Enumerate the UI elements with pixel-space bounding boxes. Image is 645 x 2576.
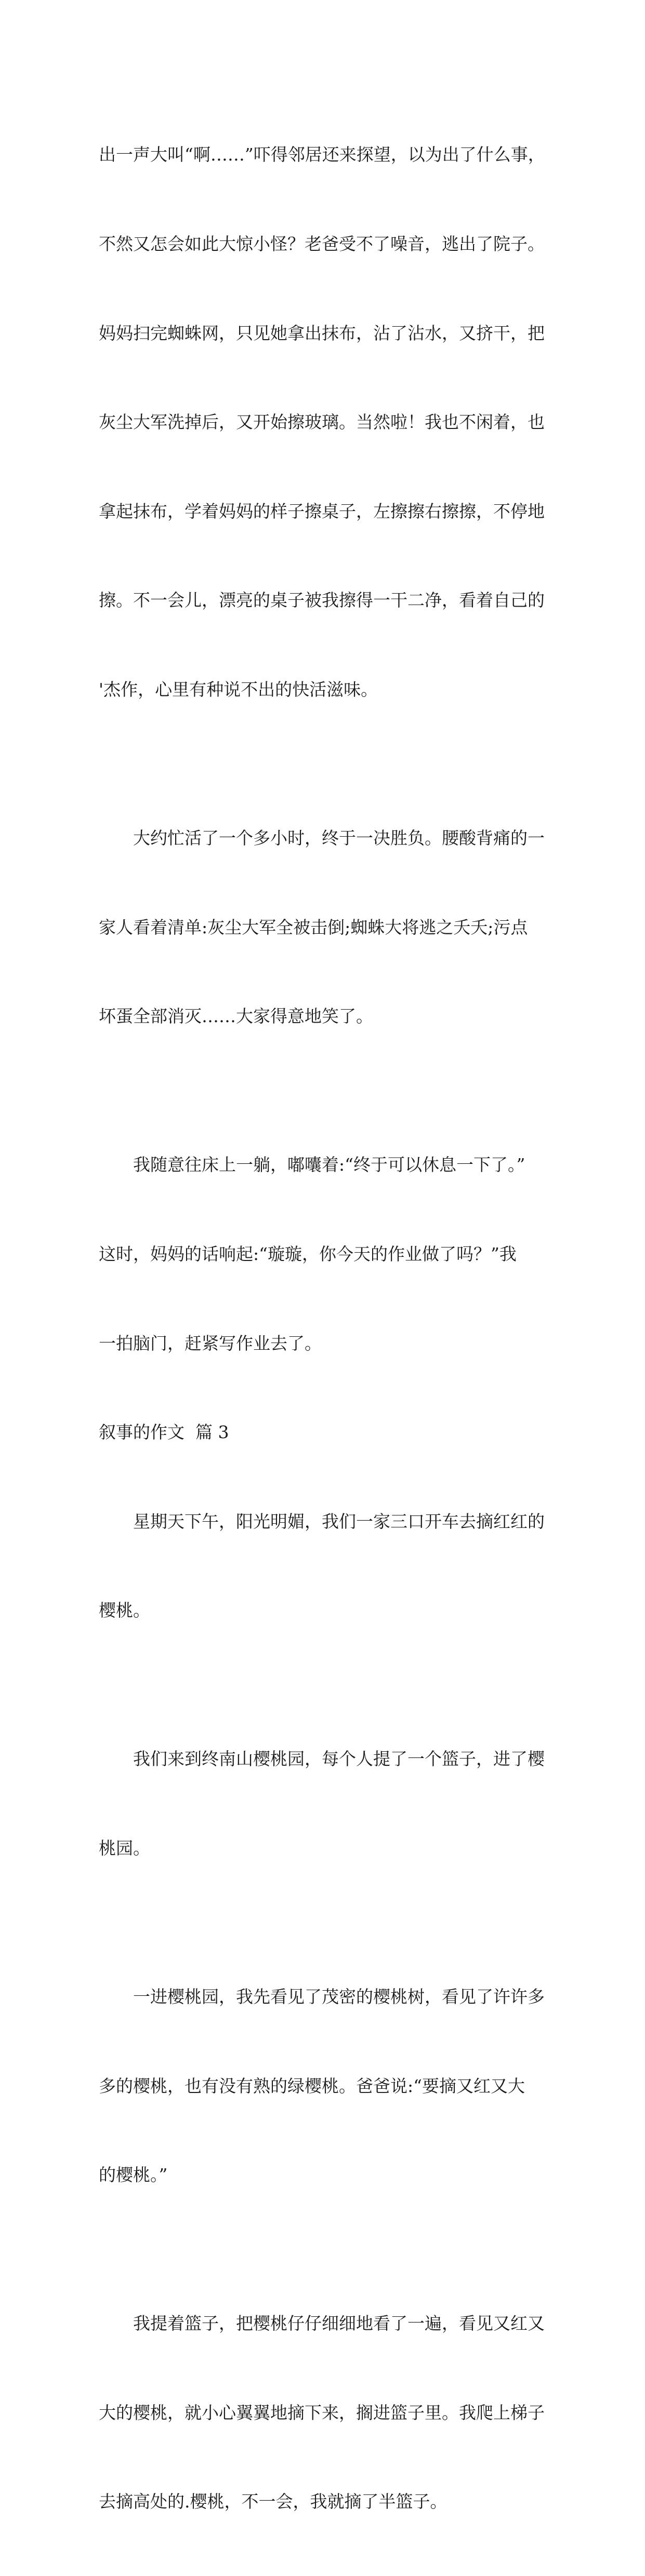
paragraph-2 <box>99 764 567 1091</box>
paragraph-4 <box>99 1447 567 1685</box>
text-line: 的樱桃。” <box>99 2165 168 2185</box>
text-line: 大的樱桃，就小心翼翼地摘下来，搁进篮子里。我爬上梯子 <box>99 2402 545 2423</box>
text-line: 一拍脑门，赶紧写作业去了。 <box>99 1333 322 1353</box>
text-line: 多的樱桃，也有没有熟的绿樱桃。爸爸说:“要摘又红又大 <box>99 2075 525 2096</box>
document-body <box>99 81 567 2576</box>
text-line: 这时，妈妈的话响起:“璇璇，你今天的作业做了吗？”我 <box>99 1243 517 1264</box>
paragraph-5 <box>99 1685 567 1923</box>
text-line: 不然又怎会如此大惊小怪？老爸受不了噪音，逃出了院子。 <box>99 234 545 254</box>
text-line: 大约忙活了一个多小时，终于一决胜负。腰酸背痛的一 <box>133 828 545 849</box>
text-line: 拿起抹布，学着妈妈的样子擦桌子，左擦擦右擦擦，不停地 <box>99 501 545 521</box>
text-line: 灰尘大军洗掉后，又开始擦玻璃。当然啦！我也不闲着，也 <box>99 412 545 433</box>
heading-text: 叙事的作文 篇 3 <box>99 1422 229 1443</box>
text-line: 一进樱桃园，我先看见了茂密的樱桃树，看见了许许多 <box>133 1987 545 2007</box>
text-line: 出一声大叫“啊……”吓得邻居还来探望，以为出了什么事， <box>99 144 545 165</box>
text-line: 我提着篮子，把樱桃仔仔细细地看了一遍，看见又红又 <box>133 2313 545 2334</box>
text-line: '杰作，心里有种说不出的快活滋味。 <box>99 679 378 700</box>
text-line: 家人看着清单:灰尘大军全被击倒;蜘蛛大将逃之夭夭;污点 <box>99 917 528 937</box>
paragraph-1 <box>99 81 567 764</box>
text-line: 擦。不一会儿，漂亮的桌子被我擦得一干二净，看着自己的 <box>99 590 545 611</box>
paragraph-6 <box>99 1923 567 2249</box>
text-line: 坏蛋全部消灭……大家得意地笑了。 <box>99 1006 373 1027</box>
paragraph-3 <box>99 1091 567 1417</box>
text-line: 桃园。 <box>99 1837 150 1858</box>
text-line: 我们来到终南山樱桃园，每个人提了一个篮子，进了樱 <box>133 1749 545 1769</box>
text-line: 妈妈扫完蜘蛛网，只见她拿出抹布，沾了沾水，又挤干，把 <box>99 323 545 343</box>
paragraph-7 <box>99 2249 567 2576</box>
text-line: 樱桃。 <box>99 1600 150 1621</box>
text-line: 去摘高处的.樱桃，不一会，我就摘了半篮子。 <box>99 2491 447 2512</box>
text-line: 我随意往床上一躺，嘟囔着:“终于可以休息一下了。” <box>133 1155 525 1175</box>
section-heading <box>99 1417 567 1447</box>
text-line: 星期天下午，阳光明媚，我们一家三口开车去摘红红的 <box>133 1511 545 1532</box>
